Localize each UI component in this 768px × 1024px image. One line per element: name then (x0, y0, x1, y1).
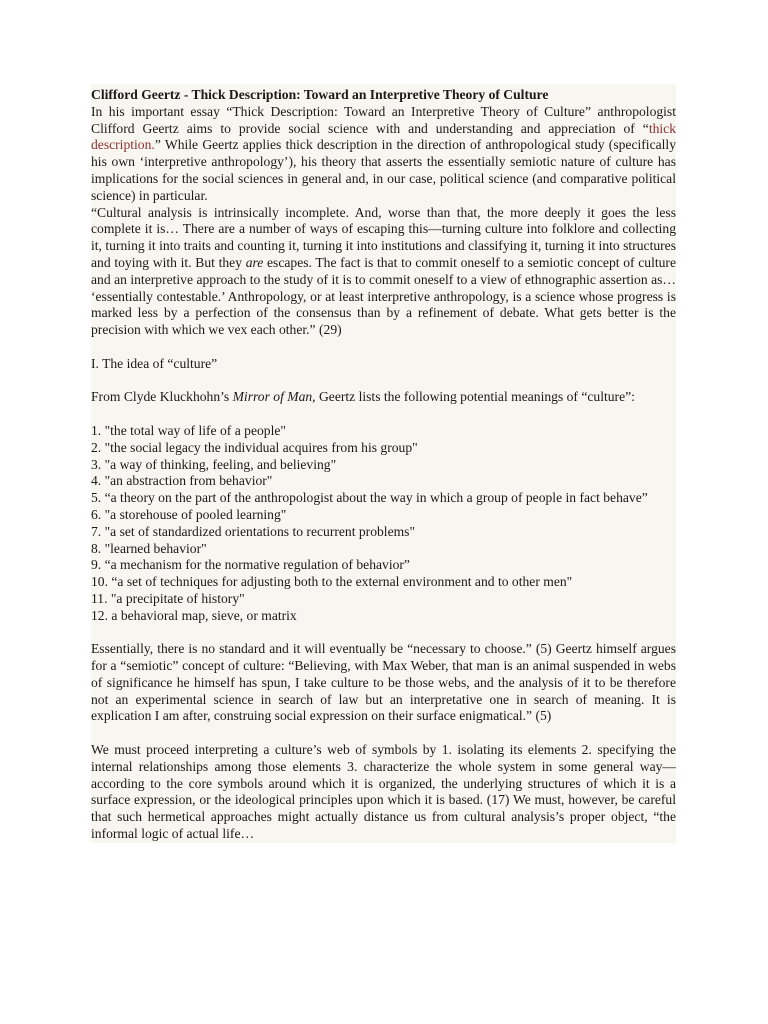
intro-text-a: In his important essay “Thick Description: Toward an Interpretive Theory of Culture (91, 103, 585, 119)
quote-emphasis: are (245, 254, 264, 270)
list-item: 12. a behavioral map, sieve, or matrix (91, 607, 297, 623)
quote-paragraph (91, 205, 676, 339)
document-body (91, 84, 676, 843)
spacer (91, 339, 676, 356)
lead-text-b: , Geertz lists the following potential meanings of “culture”: (312, 389, 635, 405)
intro-paragraph (91, 104, 676, 205)
spacer (91, 725, 676, 742)
list-item: 8. "learned behavior" (91, 540, 207, 556)
lead-text-a: From Clyde Kluckhohn’s (91, 389, 233, 405)
spacer (91, 625, 676, 642)
semiotic-paragraph: Essentially, there is no standard and it will eventually be “necessary to choose.” (5) Geertz himself argues for a “semiotic” concept of culture: “Believing, with Max Weber, that man is an animal suspended in webs of significance he himself has spun, I take culture to be those webs, and the analysis of it to be therefore not an experimental science in search of law but an interpretative one in search of meaning. It is explication I am after, construing social expression on their surface enigmatical.” (5) (91, 641, 676, 724)
list-item: 5. “a theory on the part of the anthropologist about the way in which a group of people in fact behave” (91, 490, 648, 506)
list-item: 11. "a precipitate of history" (91, 590, 245, 606)
thick-description-link[interactable]: thick description. (91, 120, 676, 153)
spacer (91, 373, 676, 390)
list-item: 3. "a way of thinking, feeling, and believing" (91, 456, 337, 472)
list-item: 7. "a set of standardized orientations to recurrent problems" (91, 523, 416, 539)
list-item: 4. "an abstraction from behavior" (91, 473, 273, 489)
spacer (91, 406, 676, 423)
list-item: 9. “a mechanism for the normative regulation of behavior” (91, 557, 410, 573)
interpretation-paragraph: We must proceed interpreting a culture’s web of symbols by 1. isolating its elements 2. specifying the internal relationships among those elements 3. characterize the whole system in some general way—according to the core symbols around which it is organized, the underlying structures of which it is a surface expression, or the ideological principles upon which it is based. (17) We must, however, be careful that such hermetical approaches might actually distance us from cultural analysis’s proper object, “the informal logic of actual life… (91, 742, 676, 842)
section-heading: I. The idea of “culture” (91, 355, 218, 371)
lead-paragraph (91, 389, 676, 406)
culture-meanings-list (91, 423, 676, 625)
list-item: 1. "the total way of life of a people" (91, 422, 286, 438)
book-title: Mirror of Man (232, 389, 313, 405)
document-title: Clifford Geertz - Thick Description: Toward an Interpretive Theory of Culture (91, 87, 549, 102)
quote-text-b: escapes. The fact is that to commit oneself to a semiotic concept of culture and an interpretive approach to the study of it is to commit oneself to a view of ethnographic assertion as… ‘essentially contestable.’ Anthropology, or at least interpretive anthropology, is a science whose progress is marked less by a perfection of the consensus than by a refinement of debate. What gets better is the precision with which we vex each other.” (29) (91, 254, 676, 338)
quote-text-a: “Cultural analysis is intrinsically incomplete. And, worse than that, the more deeply it goes the less complete it is… There are a number of ways of escaping this—turning culture into folklore and collecting it, turning it into traits and counting it, turning it into institutions and classifying it, turning it into structures and toying with it. But they (91, 204, 676, 270)
list-item: 6. "a storehouse of pooled learning" (91, 506, 287, 522)
intro-text-c: ” While Geertz applies thick description in the direction of anthropological study (specifically his own ‘interpretive anthropology’), his theory that asserts the essentially semiotic nature of culture has implications for the social sciences in general and, in our case, political science (and comparative political science) in particular. (91, 137, 676, 203)
intro-text-b: ” anthropologist Clifford Geertz aims to provide social science with and understanding and appreciation of “ (91, 103, 677, 136)
list-item: 10. “a set of techniques for adjusting both to the external environment and to other men" (91, 574, 573, 590)
list-item: 2. "the social legacy the individual acquires from his group" (91, 439, 418, 455)
